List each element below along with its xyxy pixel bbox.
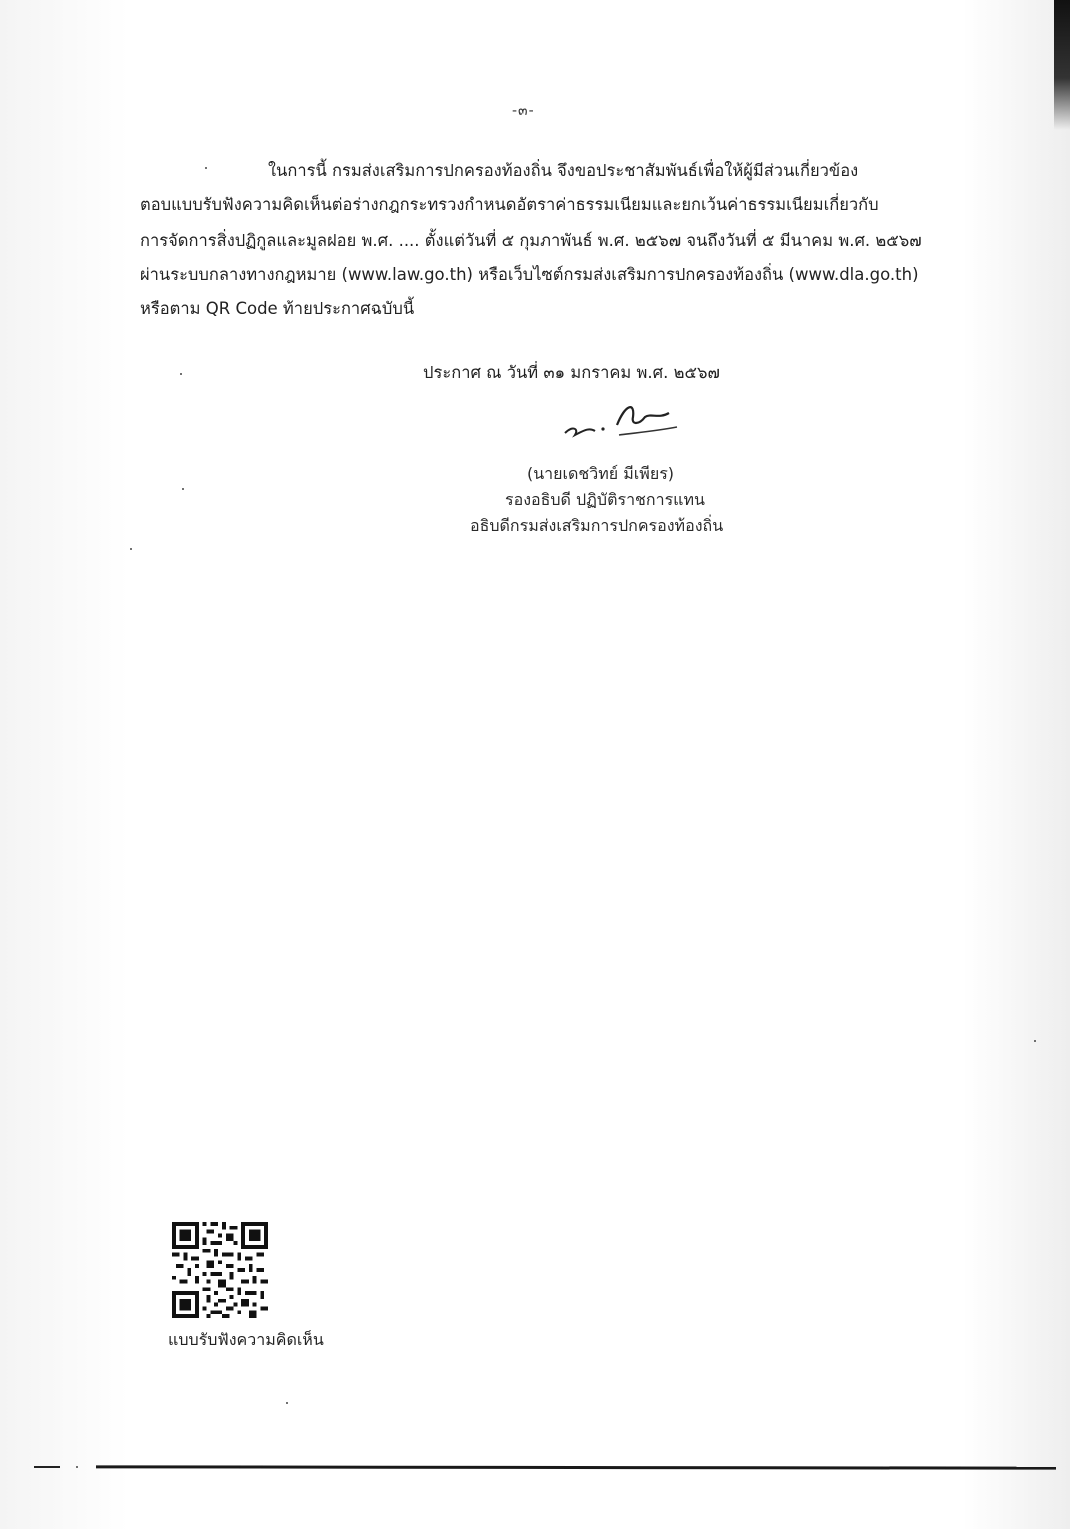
scan-speck <box>205 167 207 169</box>
scan-speck <box>1034 1040 1036 1042</box>
scan-speck <box>180 373 182 375</box>
paragraph-line: หรือตาม QR Code ท้ายประกาศฉบับนี้ <box>140 299 415 318</box>
scan-speck <box>76 1466 78 1468</box>
page-number: -๓- <box>512 103 535 119</box>
scan-speck <box>286 1402 288 1404</box>
scan-edge-shadow <box>1054 0 1070 130</box>
signatory-name: (นายเดชวิทย์ มีเพียร) <box>527 464 675 483</box>
signatory-title: อธิบดีกรมส่งเสริมการปกครองท้องถิ่น <box>470 516 724 535</box>
scan-speck <box>130 548 132 550</box>
paragraph-line: ผ่านระบบกลางทางกฎหมาย (www.law.go.th) หรือเว็บไซต์กรมส่งเสริมการปกครองท้องถิ่น (www.dla.go.th) <box>140 265 919 284</box>
handwritten-signature <box>555 395 685 445</box>
divider <box>34 1466 60 1468</box>
qr-caption: แบบรับฟังความคิดเห็น <box>168 1330 324 1349</box>
paragraph-line: ตอบแบบรับฟังความคิดเห็นต่อร่างกฎกระทรวงกำหนดอัตราค่าธรรมเนียมและยกเว้นค่าธรรมเนียมเกี่ยวกับ <box>140 195 879 214</box>
scan-speck <box>182 488 184 490</box>
qr-code[interactable] <box>172 1222 268 1318</box>
signatory-title: รองอธิบดี ปฏิบัติราชการแทน <box>505 490 705 509</box>
paragraph-line: การจัดการสิ่งปฏิกูลและมูลฝอย พ.ศ. .... ตั้งแต่วันที่ ๕ กุมภาพันธ์ พ.ศ. ๒๕๖๗ จนถึงวันที่ ๕ มีนาคม พ.ศ. ๒๕๖๗ <box>140 231 922 250</box>
announcement-date: ประกาศ ณ วันที่ ๓๑ มกราคม พ.ศ. ๒๕๖๗ <box>423 363 720 382</box>
paragraph-line: ในการนี้ กรมส่งเสริมการปกครองท้องถิ่น จึงขอประชาสัมพันธ์เพื่อให้ผู้มีส่วนเกี่ยวข้อง <box>268 161 859 180</box>
